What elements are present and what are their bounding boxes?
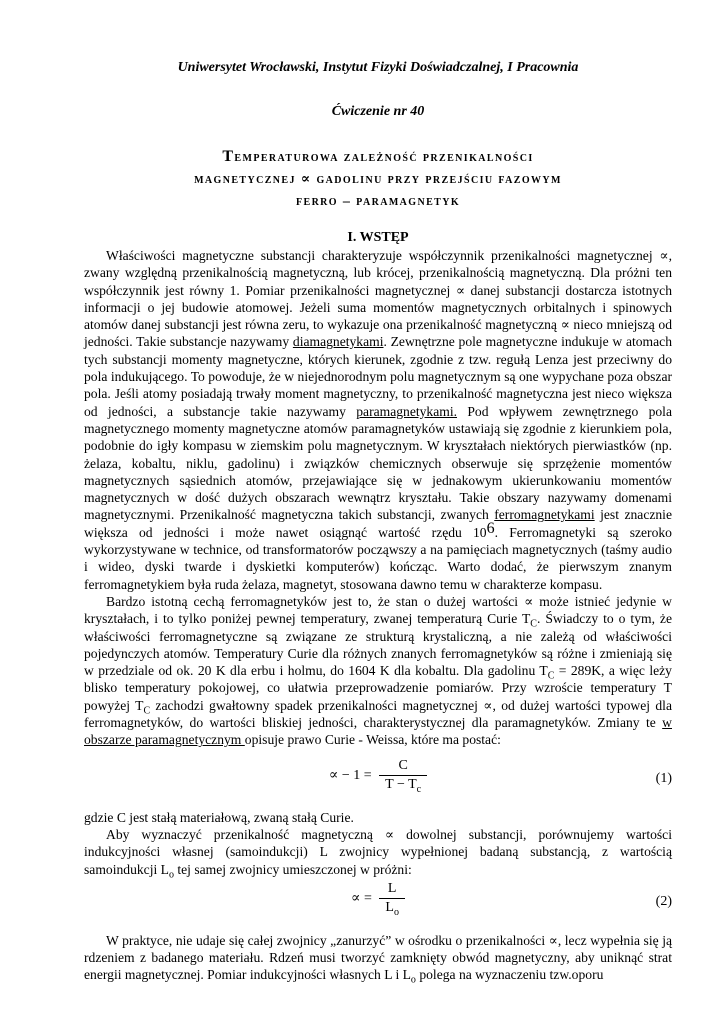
text-run: Aby wyznaczyć przenikalność magnetyczną ∝ dowolnej substancji, porównujemy wartości indukcyjności własnej (samoindukcji) L zwojnicy wypełnionej badaną substancją, z wartością samoindukcji L — [84, 826, 672, 877]
text-run: Właściwości magnetyczne substancji charakteryzuje współczynnik przenikalności magnetycznej ∝, zwany względną przenikalnością magnetyczną, lub krócej, przenikalnością magnetyczną. Dla próżni ten współczynnik jest równy 1. Pomiar przenikalności magnetycznej ∝ danej substancji dostarcza istotnych informacji o jej budowie atomowej. Jeżeli suma momentów magnetycznych orbitalnych i spinowych atomów danej substancji jest równa zeru, to wykazuje ona przenikalność magnetyczną ∝ nieco mniejszą od jedności. Takie substancje nazywamy — [84, 248, 672, 350]
equation-1-number: (1) — [655, 770, 672, 786]
equation-2-formula — [84, 880, 672, 917]
title-line-2: magnetycznej ∝ gadolinu przy przejściu fazowym — [194, 172, 562, 187]
subscript: C — [547, 670, 555, 682]
subscript: o — [393, 906, 399, 918]
equation-1 — [84, 757, 672, 805]
text-run: opisuje prawo Curie - Weissa, które ma postać: — [244, 732, 501, 748]
paragraph-after-eq1: gdzie C jest stałą materiałową, zwaną stałą Curie. — [84, 809, 354, 825]
body-text — [84, 247, 672, 749]
equation-1-formula — [84, 757, 672, 794]
document-page — [84, 60, 672, 987]
title-line-1-rest: emperaturowa zależność przenikalności — [234, 150, 534, 165]
text-run: jest znacznie większa od jedności i może nawet osiągnąć wartość rzędu 10 — [84, 507, 672, 540]
text-run: Bardzo istotną cechą ferromagnetyków jest to, że stan o dużej wartości ∝ może istnieć jedynie w kryształach, i to tylko poniżej pewnej temperatury, zwanej temperaturą Curie T — [84, 593, 672, 627]
subscript: C — [143, 705, 151, 717]
title-initial: T — [222, 148, 235, 165]
text-run: Pod wpływem zewnętrznego pola magnetycznego momenty magnetyczne atomów paramagnetyków ustawiają się zgodnie z kierunkiem pola, podobnie do igły kompasu w ziemskim polu magnetycznym. W kryształach niektórych pierwiastków (np. żelaza, kobaltu, niklu, gadolinu) i związków chemicznych obserwuje się sprzężenie momentów magnetycznych sąsiednich atomów, przejawiające się w jednakowym ukierunkowaniu momentów magnetycznych w dość dużych obszarach wewnątrz kryształu. Takie obszary nazywamy domenami magnetycznymi. Przenikalność magnetyczna takich substancji, zwanych — [84, 403, 672, 523]
institution-header: Uniwersytet Wrocławski, Instytut Fizyki Doświadczalnej, I Pracownia — [177, 60, 579, 75]
subscript: o — [168, 869, 174, 881]
equation-1-fraction — [379, 757, 427, 794]
paragraph-2 — [84, 593, 672, 749]
term-ferromagnetics: ferromagnetykami — [494, 507, 595, 523]
equation-2-lhs: ∝ = — [351, 890, 372, 906]
equation-2-fraction — [379, 880, 405, 917]
equation-1-denominator — [379, 776, 427, 794]
text-run: = 289K, a więc leży blisko temperatury pokojowej, co ułatwia przeprowadzenie pomiarów. Przy wzroście temperatury T powyżej T — [84, 663, 672, 713]
text-run: . Świadczy to o tym, że właściwości ferromagnetyczne są związane ze strukturą krystaliczną, a nie zależą od właściwości pojedynczych atomów. Temperatury Curie dla różnych znanych ferromagnetyków są różne i zmieniają się w przedziale od ok. 20 K dla erbu i holmu, do 1604 K dla kobaltu. Dla gadolinu T — [84, 611, 672, 679]
equation-2-numerator: L — [379, 880, 405, 899]
text-run: W praktyce, nie udaje się całej zwojnicy „zanurzyć” w ośrodku o przenikalności ∝, lecz wypełnia się ją rdzeniem z badanego materiału. Rdzeń musi tworzyć zamknięty obwód magnetyczny, aby uniknąć strat energii magnetycznej. Pomiar indukcyjności własnych L i L — [84, 932, 672, 983]
subscript: C — [530, 618, 537, 630]
subscript: c — [416, 783, 422, 795]
term-paramagnetics: paramagnetykami. — [356, 403, 458, 419]
section-heading: I. WSTĘP — [347, 230, 409, 245]
equation-2 — [84, 880, 672, 926]
text-run: polega na wyznaczeniu tzw.oporu — [415, 967, 604, 983]
term-paramagnetic-region: w obszarze paramagnetycznym — [84, 715, 672, 748]
exponent: 6 — [486, 519, 495, 537]
text-run: tej samej zwojnicy umieszczonej w próżni: — [173, 861, 412, 877]
text-run: . Zewnętrzne pole magnetyczne indukuje w atomach tych substancji momenty magnetyczne, których kierunek, zgodnie z tzw. regułą Lenza jest przeciwny do pola indukującego. To powoduje, że w niejednorodnym polu magnetycznym są one wypychane poza obszar pola. Jeśli atomy posiadają trwały moment magnetyczny, to przenikalność magnetyczna jest nieco większa od jedności, a substancje takie nazywamy — [84, 334, 672, 419]
title-line-3: ferro – paramagnetyk — [295, 194, 461, 209]
body-text-2 — [84, 809, 672, 881]
paragraph-1 — [84, 247, 672, 593]
subscript: o — [410, 975, 416, 987]
paragraph-3 — [84, 826, 672, 881]
equation-1-numerator: C — [379, 757, 427, 776]
text-run: zachodzi gwałtowny spadek przenikalności magnetycznej ∝, od dużej wartości typowej dla ferromagnetyków, do wartości bliskiej jedności, charakterystycznej dla paramagnetyków. Zmiany te — [84, 697, 672, 731]
document-title — [84, 146, 672, 213]
exercise-number: Ćwiczenie nr 40 — [331, 104, 425, 119]
text-run: . Ferromagnetyki są szeroko wykorzystywane w technice, od transformatorów począwszy a na pamięciach magnetycznych (taśmy audio i wideo, dyski twarde i dyskietki komputerów) kończąc. Warto dodać, że pierwszym znanym ferromagnetykiem była ruda żelaza, magnetyt, stosowana dawno temu w charakterze kompasu. — [84, 524, 672, 592]
body-text-3 — [84, 932, 672, 987]
equation-1-lhs: ∝ − 1 = — [328, 767, 372, 783]
text-run: T − T — [385, 776, 417, 792]
title-line-1 — [84, 146, 672, 169]
paragraph-4 — [84, 932, 672, 987]
equation-2-number: (2) — [655, 893, 672, 909]
term-diamagnetics: diamagnetykami — [292, 334, 384, 350]
text-run: L — [385, 899, 394, 915]
equation-2-denominator — [379, 899, 405, 917]
